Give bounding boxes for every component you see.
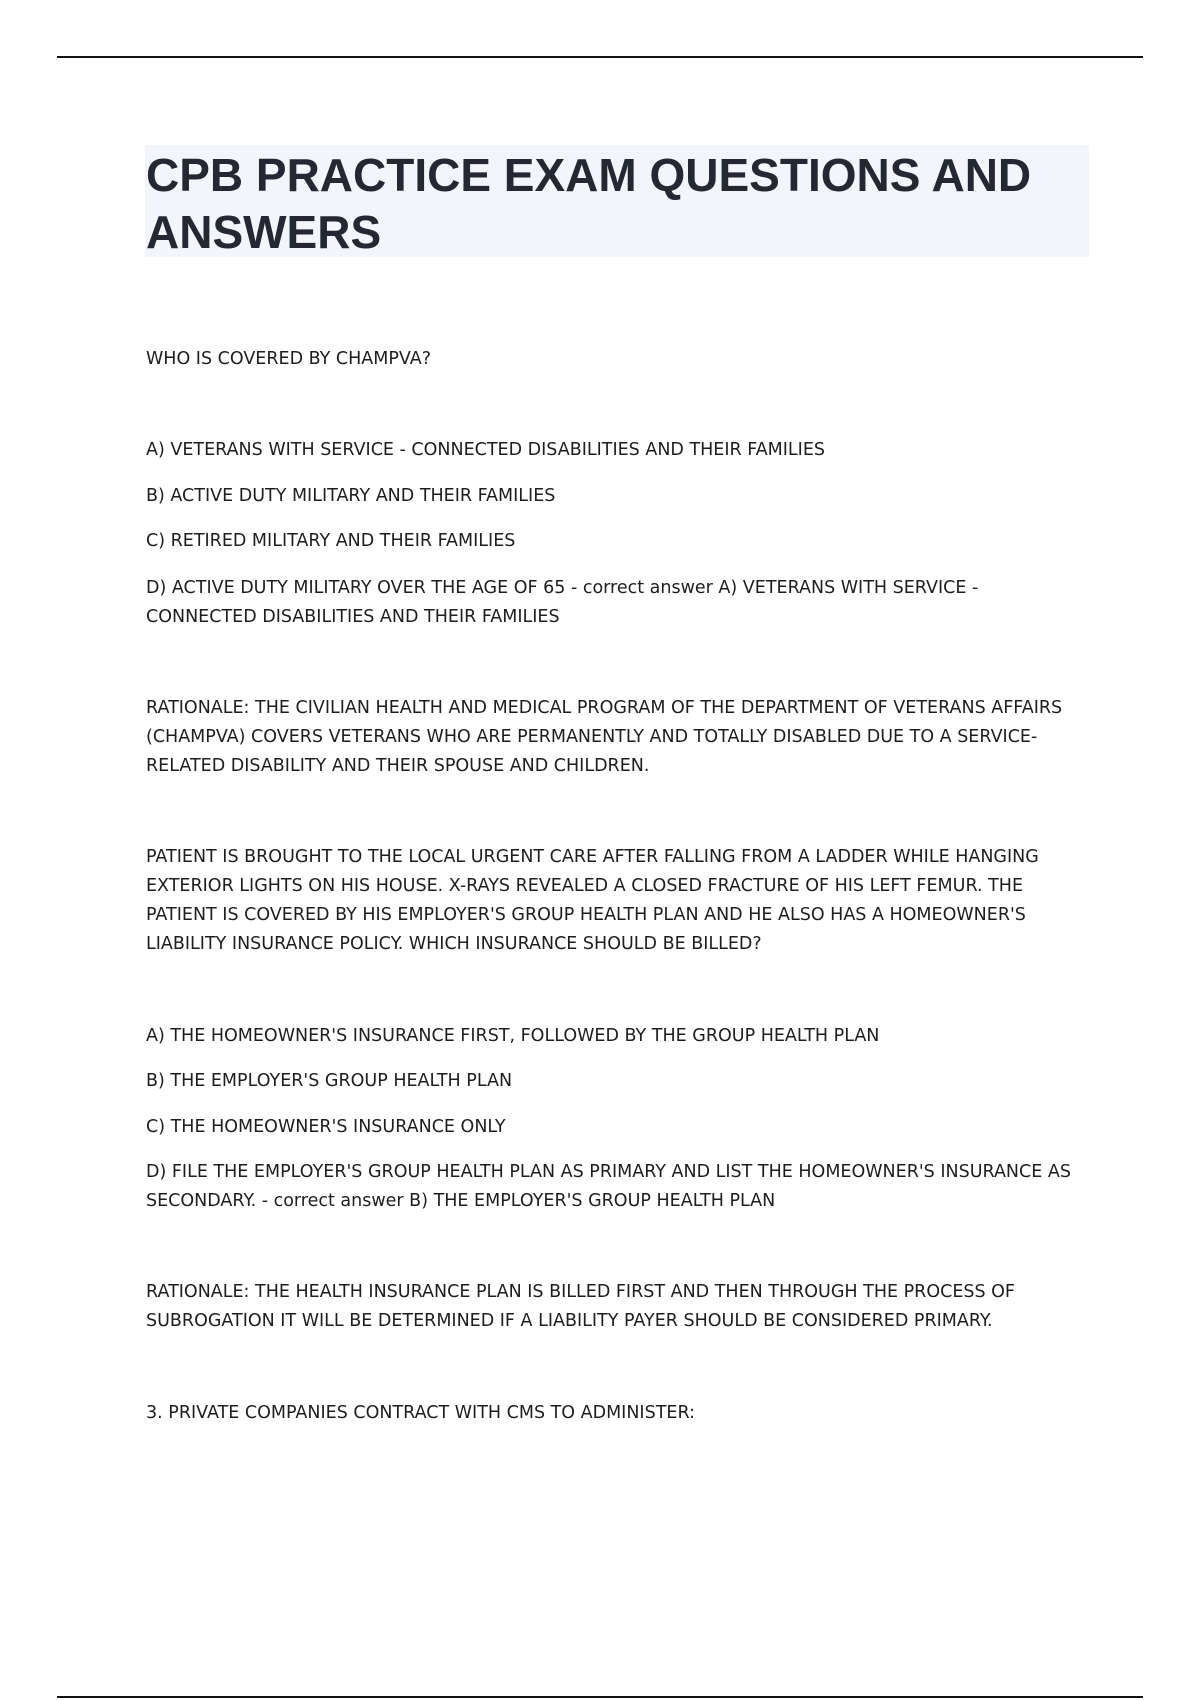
q1-option-b: B) ACTIVE DUTY MILITARY AND THEIR FAMILIES <box>146 486 556 506</box>
q1-option-a: A) VETERANS WITH SERVICE - CONNECTED DISABILITIES AND THEIR FAMILIES <box>146 440 826 460</box>
bottom-rule <box>57 1696 1143 1698</box>
q3-question: 3. PRIVATE COMPANIES CONTRACT WITH CMS TO ADMINISTER: <box>146 1403 695 1423</box>
q2-option-a: A) THE HOMEOWNER'S INSURANCE FIRST, FOLLOWED BY THE GROUP HEALTH PLAN <box>146 1026 880 1046</box>
q1-rationale: RATIONALE: THE CIVILIAN HEALTH AND MEDICAL PROGRAM OF THE DEPARTMENT OF VETERANS AFFAIRS (CHAMPVA) COVERS VETERANS WHO ARE PERMANENTLY AND TOTALLY DISABLED DUE TO A SERVICE-RELATED DISABILITY AND THEIR SPOUSE AND CHILDREN. <box>146 698 1063 776</box>
q1-option-d-answer: D) ACTIVE DUTY MILITARY OVER THE AGE OF 65 - correct answer A) VETERANS WITH SERVICE - CONNECTED DISABILITIES AND THEIR FAMILIES <box>146 578 979 627</box>
q2-question: PATIENT IS BROUGHT TO THE LOCAL URGENT CARE AFTER FALLING FROM A LADDER WHILE HANGING EXTERIOR LIGHTS ON HIS HOUSE. X-RAYS REVEALED A CLOSED FRACTURE OF HIS LEFT FEMUR. THE PATIENT IS COVERED BY HIS EMPLOYER'S GROUP HEALTH PLAN AND HE ALSO HAS A HOMEOWNER'S LIABILITY INSURANCE POLICY. WHICH INSURANCE SHOULD BE BILLED? <box>146 847 1039 954</box>
q2-option-b: B) THE EMPLOYER'S GROUP HEALTH PLAN <box>146 1071 513 1091</box>
q1-question: WHO IS COVERED BY CHAMPVA? <box>146 349 432 369</box>
q2-option-d-answer: D) FILE THE EMPLOYER'S GROUP HEALTH PLAN AS PRIMARY AND LIST THE HOMEOWNER'S INSURANCE AS SECONDARY. - correct answer B) THE EMPLOYER'S GROUP HEALTH PLAN <box>146 1162 1071 1211</box>
q2-option-c: C) THE HOMEOWNER'S INSURANCE ONLY <box>146 1117 506 1137</box>
q2-rationale: RATIONALE: THE HEALTH INSURANCE PLAN IS BILLED FIRST AND THEN THROUGH THE PROCESS OF SUBROGATION IT WILL BE DETERMINED IF A LIABILITY PAYER SHOULD BE CONSIDERED PRIMARY. <box>146 1282 1016 1331</box>
top-rule <box>57 56 1143 58</box>
document-title: CPB PRACTICE EXAM QUESTIONS AND ANSWERS <box>146 149 1032 258</box>
q1-option-c: C) RETIRED MILITARY AND THEIR FAMILIES <box>146 531 516 551</box>
